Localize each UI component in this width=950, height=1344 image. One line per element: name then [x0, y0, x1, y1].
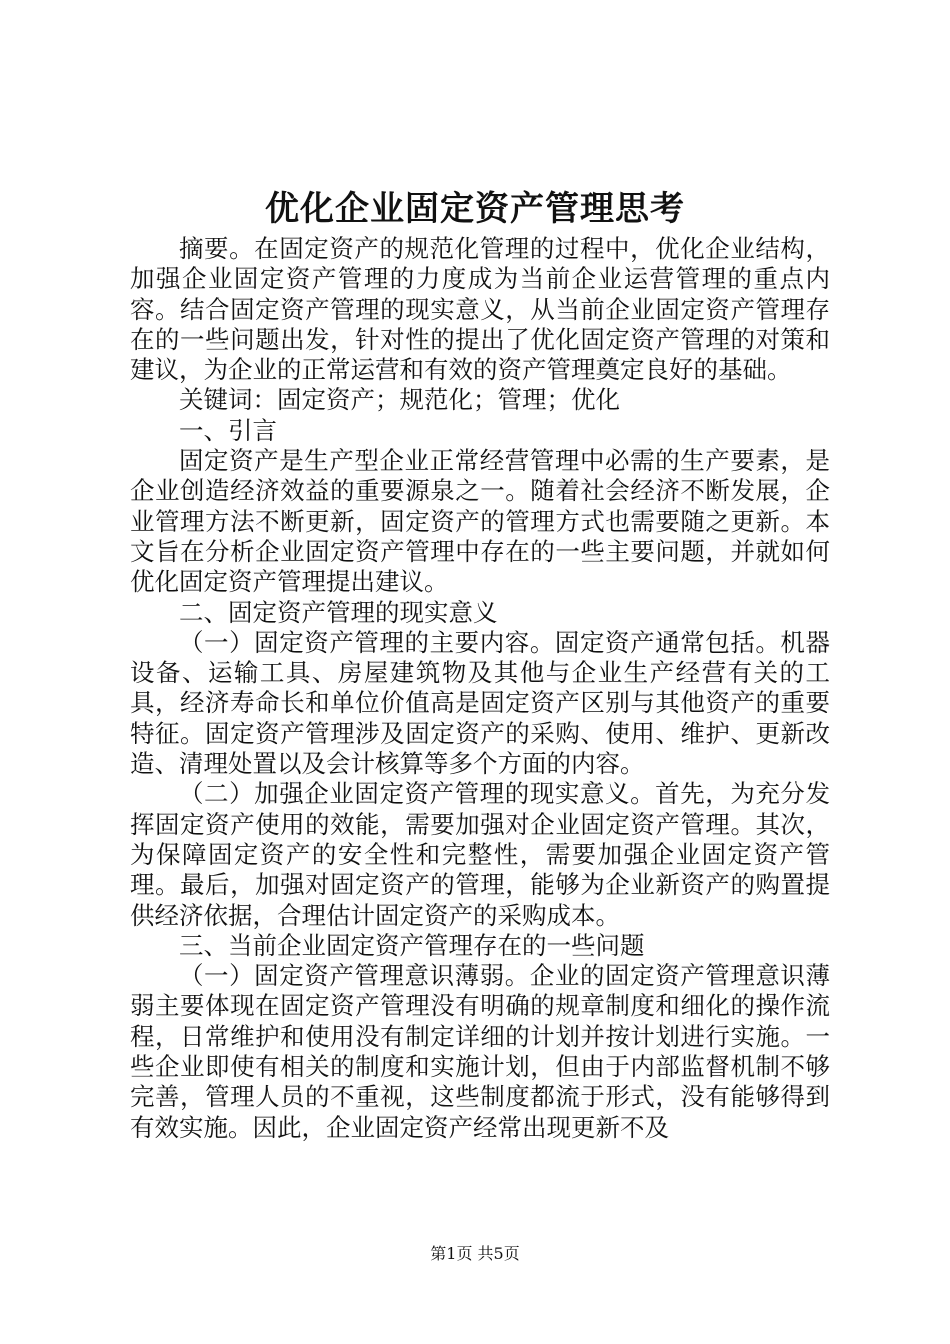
section-heading-significance: 二、固定资产管理的现实意义: [179, 597, 498, 627]
document-body: [130, 234, 830, 1143]
document-title: 优化企业固定资产管理思考: [265, 189, 685, 229]
section-heading-introduction: 一、引言: [179, 415, 277, 445]
keywords-line: 关键词：固定资产；规范化；管理；优化: [179, 385, 620, 415]
subsection-practical-significance: （二）加强企业固定资产管理的现实意义。首先，为充分发挥固定资产使用的效能，需要加强对企业固定资产管理。其次，为保障固定资产的安全性和完整性，需要加强企业固定资产管理。最后，加强对固定资产的管理，能够为企业新资产的购置提供经济依据，合理估计固定资产的采购成本。: [130, 779, 830, 930]
section-heading-problems: 三、当前企业固定资产管理存在的一些问题: [179, 930, 645, 960]
subsection-main-content: （一）固定资产管理的主要内容。固定资产通常包括。机器设备、运输工具、房屋建筑物及其他与企业生产经营有关的工具，经济寿命长和单位价值高是固定资产区别与其他资产的重要特征。固定资产管理涉及固定资产的采购、使用、维护、更新改造、清理处置以及会计核算等多个方面的内容。: [130, 627, 830, 779]
subsection-weak-awareness: （一）固定资产管理意识薄弱。企业的固定资产管理意识薄弱主要体现在固定资产管理没有明确的规章制度和细化的操作流程，日常维护和使用没有制定详细的计划并按计划进行实施。一些企业即使有相关的制度和实施计划，但由于内部监督机制不够完善，管理人员的不重视，这些制度都流于形式，没有能够得到有效实施。因此，企业固定资产经常出现更新不及: [130, 961, 830, 1142]
page-footer: 第1页 共5页: [430, 1244, 520, 1263]
introduction-paragraph: 固定资产是生产型企业正常经营管理中必需的生产要素，是企业创造经济效益的重要源泉之一。随着社会经济不断发展，企业管理方法不断更新，固定资产的管理方式也需要随之更新。本文旨在分析企业固定资产管理中存在的一些主要问题，并就如何优化固定资产管理提出建议。: [130, 446, 830, 597]
abstract-paragraph: 摘要。在固定资产的规范化管理的过程中，优化企业结构，加强企业固定资产管理的力度成为当前企业运营管理的重点内容。结合固定资产管理的现实意义，从当前企业固定资产管理存在的一些问题出发，针对性的提出了优化固定资产管理的对策和建议，为企业的正常运营和有效的资产管理奠定良好的基础。: [130, 234, 830, 385]
